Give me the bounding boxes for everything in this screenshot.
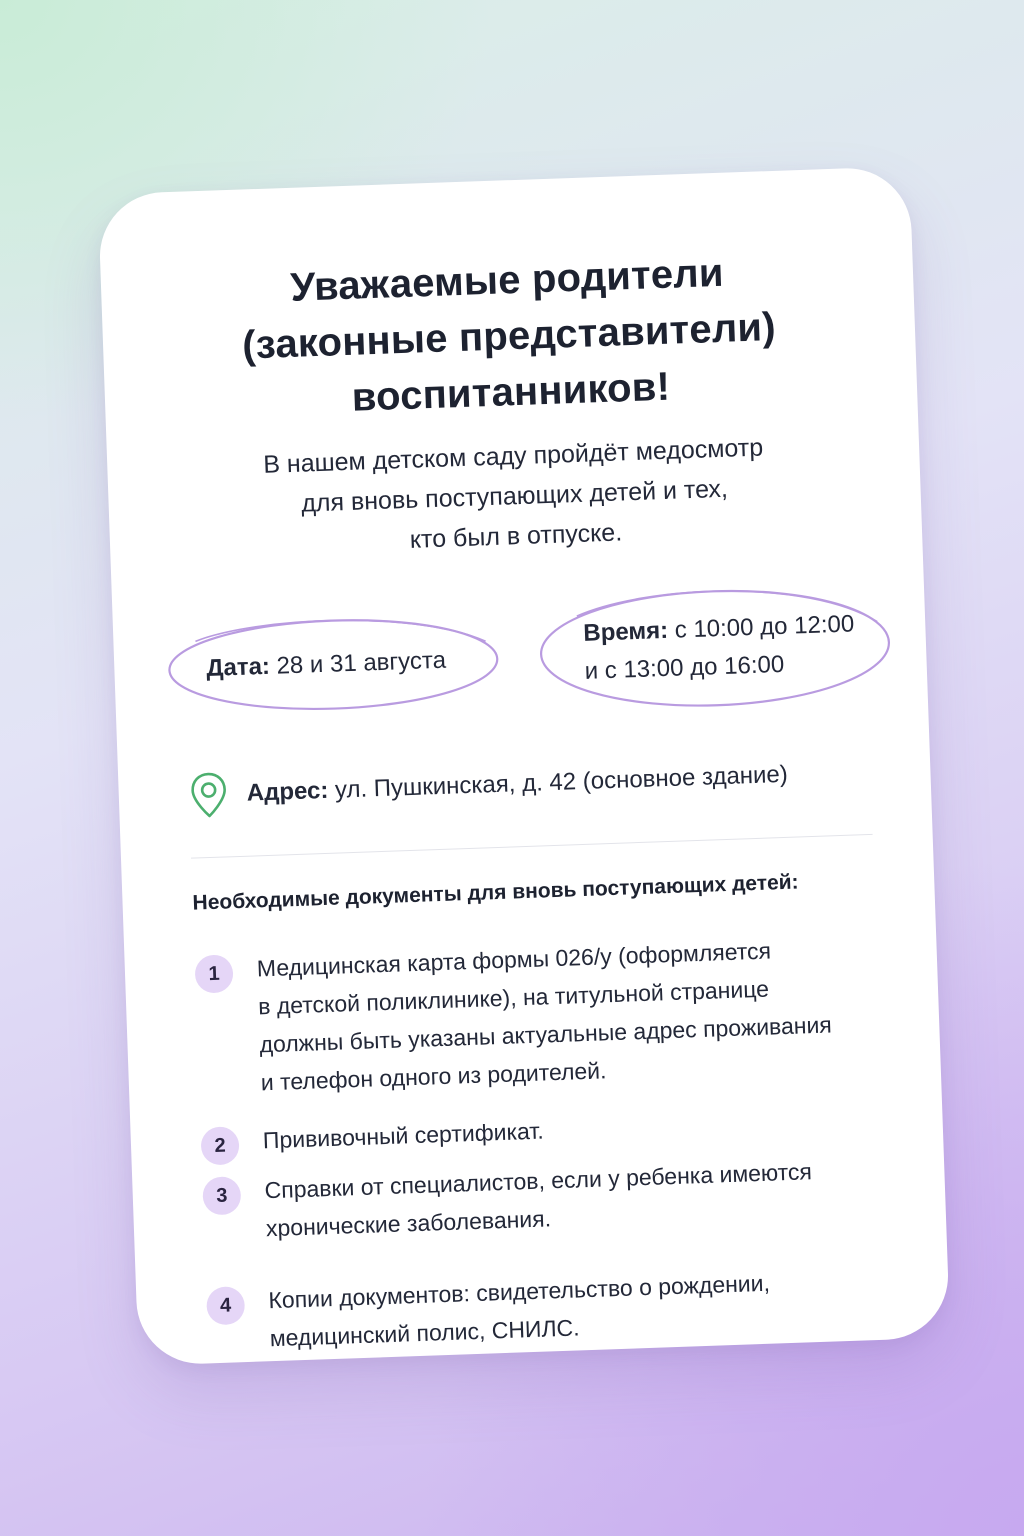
list-item-line: Копии документов: свидетельство о рождении, bbox=[268, 1269, 771, 1314]
list-item bbox=[202, 1149, 906, 1249]
list-item-line: Прививочный сертификат. bbox=[262, 1117, 545, 1154]
notice-card bbox=[98, 166, 950, 1366]
location-pin-icon bbox=[188, 770, 230, 819]
intro-line-2: для вновь поступающих детей и тех, bbox=[300, 474, 729, 518]
list-item-line: медицинский полис, СНИЛС. bbox=[269, 1314, 580, 1352]
title-line-1: Уважаемые родители bbox=[289, 250, 725, 310]
number-badge: 2 bbox=[200, 1126, 239, 1165]
time-label: Время: bbox=[582, 616, 669, 647]
number-badge: 4 bbox=[206, 1286, 245, 1325]
time-value-line-2: и с 13:00 до 16:00 bbox=[584, 650, 785, 685]
title-line-2: (законные представители) bbox=[241, 304, 777, 368]
list-item-line: хронические заболевания. bbox=[265, 1205, 552, 1242]
page-title bbox=[140, 240, 877, 433]
intro-line-3: кто был в отпуске. bbox=[409, 518, 623, 554]
number-badge: 3 bbox=[202, 1176, 241, 1215]
address-value: ул. Пушкинская, д. 42 (основное здание) bbox=[327, 760, 789, 804]
intro-line-1: В нашем детском саду пройдёт медосмотр bbox=[262, 433, 764, 479]
address-text bbox=[246, 761, 788, 808]
number-badge: 1 bbox=[194, 954, 233, 993]
date-label: Дата: bbox=[205, 652, 271, 683]
list-item-line: должны быть указаны актуальные адрес проживания bbox=[259, 1011, 833, 1058]
date-pill bbox=[165, 611, 502, 719]
list-item-line: и телефон одного из родителей. bbox=[260, 1057, 607, 1096]
address-row bbox=[188, 751, 789, 820]
list-item-text bbox=[264, 1152, 814, 1247]
list-item-text bbox=[268, 1264, 772, 1357]
list-item-line: Медицинская карта формы 026/у (оформляется bbox=[256, 937, 772, 982]
intro-text bbox=[187, 425, 843, 568]
list-item-text bbox=[256, 929, 833, 1101]
list-item-line: в детской поликлинике), на титульной странице bbox=[257, 975, 770, 1020]
list-item-text bbox=[262, 1112, 544, 1160]
documents-title: Необходимые документы для вновь поступающих детей: bbox=[192, 870, 799, 915]
time-pill bbox=[536, 581, 894, 715]
time-value-line-1: с 10:00 до 12:00 bbox=[667, 610, 855, 644]
list-item-line: Справки от специалистов, если у ребенка имеются bbox=[264, 1158, 813, 1204]
divider bbox=[191, 834, 873, 859]
date-value: 28 и 31 августа bbox=[269, 646, 447, 680]
documents-list bbox=[194, 927, 911, 1379]
address-label: Адрес: bbox=[246, 776, 329, 807]
list-item bbox=[206, 1259, 910, 1359]
time-text bbox=[537, 605, 856, 692]
title-line-3: воспитанников! bbox=[351, 364, 671, 420]
list-item bbox=[194, 927, 901, 1103]
